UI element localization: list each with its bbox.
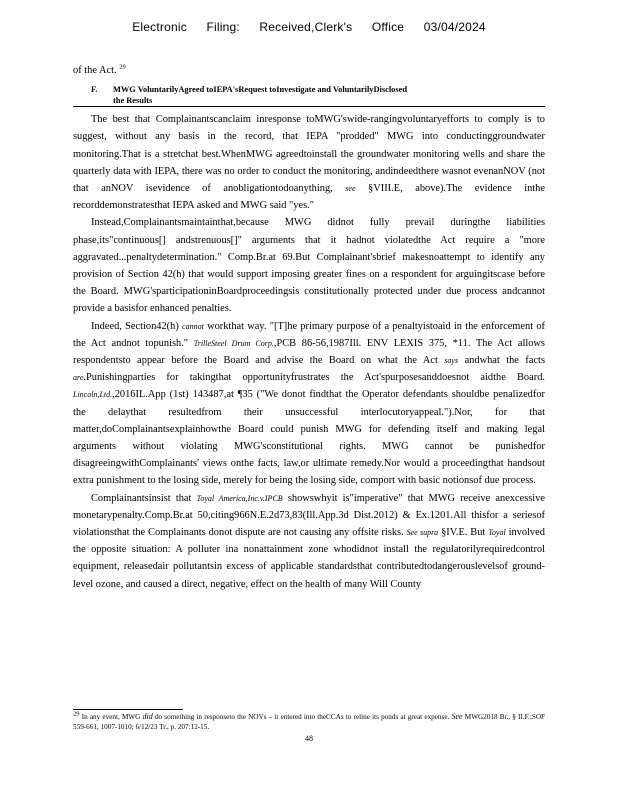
p4-text-a: Complainantsinsist that	[91, 492, 192, 504]
section-title-line1: MWG VoluntarilyAgreed toIEPA'sRequest toInvestigate and VoluntarilyDisclosed	[113, 85, 407, 95]
header-electronic: Electronic	[132, 20, 187, 34]
p1-see-signal: see	[345, 184, 356, 194]
footnote-text-c: MWG2018 Br., § II.F.;SOF 559-661, 1007-1010; 6/12/23 Tr., p. 207:12-15.	[73, 713, 546, 731]
p3-text-d: andwhat the facts	[464, 355, 545, 367]
p4-see-supra-signal: See supra	[406, 528, 439, 538]
intro-line	[73, 62, 545, 79]
header-received: Received,Clerk's	[259, 20, 353, 34]
p3-emphasis-cannot: cannot	[182, 321, 204, 331]
paragraph-1	[73, 111, 545, 214]
p4-case-citation: Toyal America,Inc.v.IPCB	[196, 493, 283, 503]
footnote-number: 29	[73, 710, 80, 718]
p3-text-c: ,PCB 86-56,1987Ill. ENV LEXIS 375, *11. The Act allows respondentsto appear before the Board and advise the Board on what the Act	[73, 337, 545, 367]
header-office: Office	[371, 20, 405, 34]
p1-text-a: The best that Complainantscanclaim inresponse toMWG'swide-rangingvoluntaryefforts to comply is to suggest, without any basis in the record, that IEPA "prodded" MWG into conductinggroundwater monitoring.That is a stretchat best.WhenMWG agreedtoinstall the groundwater monitoring wells and share the quarterly data with IEPA, there was no order to conduct the monitoring, andindeedthere wasnot evenanNOV (not that anNOV isevidence of anobligationtodoanything,	[73, 114, 545, 195]
p1-text-b: §VIII.E, above).The evidence inthe recorddemonstratesthat IEPA asked and MWG said "yes."	[73, 183, 545, 212]
footnote-text-b: do something in responseto the NOVs – it entered into theCCAs to reline its ponds at great expense.	[154, 713, 450, 721]
footnote-divider	[73, 709, 183, 710]
filing-stamp-header	[0, 20, 618, 34]
p3-text-b: workthat way. "[T]he primary purpose of a penaltyistoaid in the enforcement of the Act andnot topunish."	[73, 320, 545, 349]
p3-text-e: .Punishingparties for takingthat opportunityfrustrates the Act'spurposesanddoesnot aidthe Board.	[83, 372, 545, 384]
p4-case-short-name: Toyal	[488, 528, 506, 538]
section-title-line2: the Results	[113, 96, 153, 106]
paragraph-3	[73, 318, 545, 490]
document-body	[73, 62, 545, 593]
footnote-text-a: In any event, MWG	[81, 713, 141, 721]
p3-emphasis-are: are	[73, 373, 84, 383]
p4-text-c: §IV.E. But	[441, 527, 486, 539]
header-date: 03/04/2024	[423, 20, 486, 34]
paragraph-2	[73, 214, 545, 317]
section-heading	[73, 84, 545, 107]
p2-text: Instead,Complainantsmaintainthat,because MWG didnot fully prevail duringthe liabilities phase,its"continuous[] andstrenuous[]" arguments that it hadnot violatedthe Act require a "more aggravated...penaltydetermination." Comp.Br.at 69.But Complainant'sbrief makesnoattempt to identify any provision of Section 42(h) that would support imposing greater fines on a respondent for arguingitscase before the Board. MWG'sparticipationinBoardproceedingsis constitutionally protected under due process andcannot provide a basisfor enhanced penalties.	[73, 217, 545, 315]
paragraph-4	[73, 490, 545, 593]
p3-case-citation-1: TrilleSteel Drum Corp.	[193, 338, 274, 348]
footnote	[73, 712, 545, 732]
p3-text-f: ,2016IL.App (1st) 143487,at ¶35 ("We donot findthat the Operator defendants shouldbe penalizedfor the delaythat resultedfrom their unsuccessful interlocutoryappeal.").Nor, for that matter,doComplainantsexplainhowthe Board could punish MWG for defending itself and making legal arguments without violating MWG'sconstitutional rights. MWG cannot be punishedfor disagreeingwithComplainants' views onthe facts, law,or ultimate remedy.Nor would a proceedingthat handsout extra punishment to the losing side, merely for being the losing side, comport with basic notionsof due process.	[73, 389, 545, 487]
footnote-emphasis-did: did	[142, 712, 153, 721]
page-number: 48	[305, 734, 313, 743]
p4-text-d: involved the opposite situation: A polluter ina nonattainment zone whodidnot install the regulatorilyrequiredcontrol equipment, releasedair pollutantsin excess of applicable standardsthat contributedtodangerouslevelsof ground-level ozone, and caused a direct, negative, effect on the health of many Will County	[73, 527, 545, 590]
p3-text-a: Indeed, Section42(h)	[91, 320, 179, 332]
p4-text-b: showswhyit is"imperative" that MWG receive anexcessive monetarypenalty.Comp.Br.at 50,citing966N.E.2d73,83(Ill.App.3d Dist.2012) & Ex.1201.All thisfor a seriesof violationsthat the Complainants donot dispute are not causing any offsite risks.	[73, 492, 546, 539]
p3-emphasis-says: says	[444, 356, 459, 366]
header-filing: Filing:	[206, 20, 240, 34]
footnote-reference: 29	[119, 63, 126, 71]
footnote-see-signal: See	[451, 712, 463, 721]
intro-text: of the Act.	[73, 65, 117, 76]
section-label: F.	[91, 85, 98, 95]
p3-case-citation-2: Lincoln,Ltd.	[73, 390, 113, 400]
